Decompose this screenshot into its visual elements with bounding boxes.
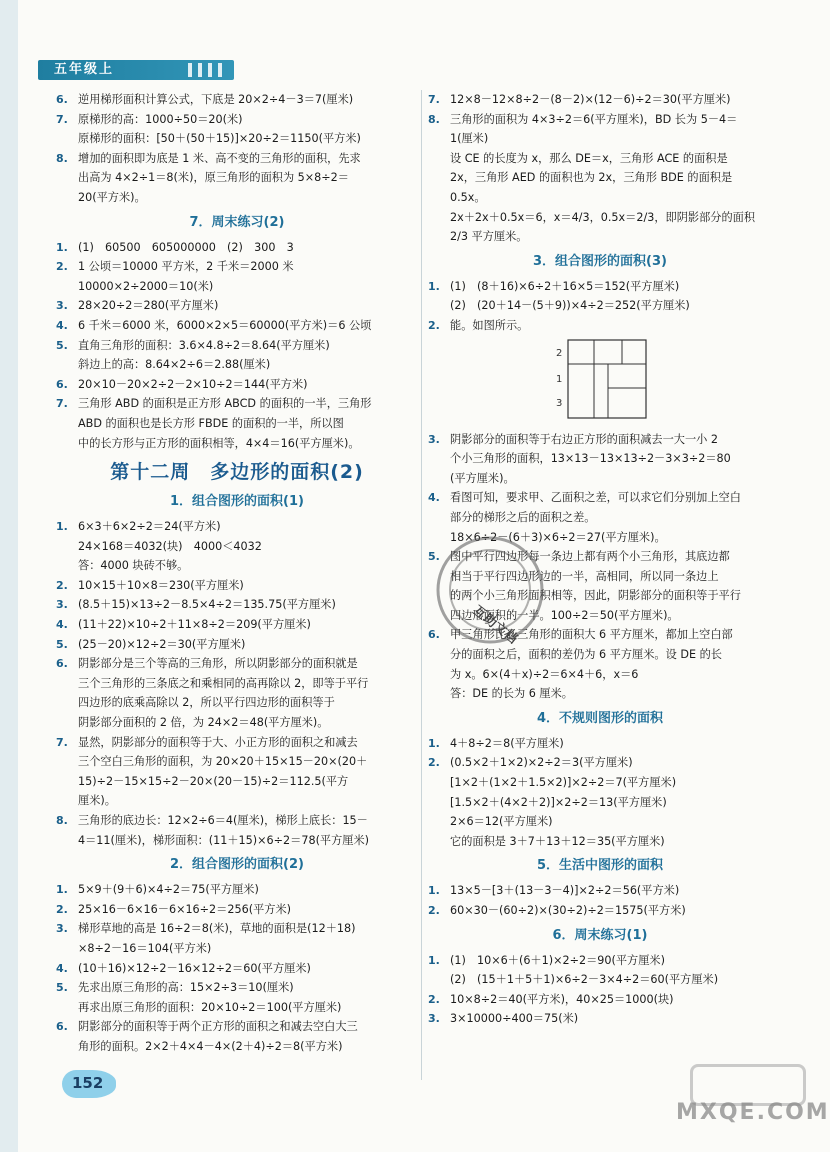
- item-line: 显然，阴影部分的面积等于大、小正方形的面积之和减去: [78, 735, 358, 749]
- item-line: 答：DE 的长为 6 厘米。: [450, 687, 573, 701]
- item-line: 1 公顷＝10000 平方米，2 千米＝2000 米: [78, 260, 294, 274]
- item-line: 10×8÷2＝40(平方米)，40×25＝1000(块): [450, 992, 674, 1006]
- item-line: 它的面积是 3＋7＋13＋12＝35(平方厘米): [450, 834, 665, 848]
- answer-item: [56, 336, 418, 375]
- section-title-weekend-1: 6．周末练习(1): [552, 927, 648, 943]
- item-line: 能。如图所示。: [450, 318, 529, 332]
- answer-item: [56, 959, 418, 979]
- item-line: 答：4000 块砖不够。: [78, 559, 189, 573]
- item-line: (0.5×2＋1×2)×2÷2＝3(平方厘米): [450, 756, 633, 770]
- item-number: 3.: [56, 598, 68, 612]
- item-number: 2.: [428, 756, 440, 770]
- item-number: 4.: [428, 491, 440, 505]
- answer-item: [56, 90, 418, 110]
- item-line: 0.5x。: [450, 190, 486, 204]
- section-title-combo-2: 2．组合图形的面积(2): [170, 857, 304, 873]
- items-weekend-1: [428, 951, 772, 1029]
- items-combo-1: [56, 517, 418, 850]
- answer-item: [428, 901, 772, 921]
- item-number: 6.: [428, 628, 440, 642]
- items-irregular: [428, 734, 772, 852]
- grade-header: [38, 60, 234, 80]
- answer-item: [56, 880, 418, 900]
- figure-label: 3: [556, 397, 563, 409]
- item-line: 阴影部分的面积等于右边正方形的面积减去一大一小 2: [450, 432, 718, 446]
- item-line: 6×3＋6×2÷2＝24(平方米): [78, 520, 221, 534]
- items-combo-3: [428, 277, 772, 336]
- item-line: 部分的梯形之后的面积之差。: [450, 510, 596, 524]
- page-edge-band: [0, 0, 18, 1152]
- item-line: 13×5－[3＋(13－3－4)]×2÷2＝56(平方米): [450, 884, 680, 898]
- answer-item: [56, 615, 418, 635]
- item-line: 三个空白三角形的面积，为 20×20＋15×15－20×(20＋: [78, 755, 368, 769]
- answer-item: [56, 296, 418, 316]
- item-line: 18×6÷2－(6＋3)×6÷2＝27(平方厘米)。: [450, 530, 666, 544]
- item-line: [1×2＋(1×2＋1.5×2)]×2÷2＝7(平方厘米): [450, 776, 677, 790]
- item-line: 三角形 ABD 的面积是正方形 ABCD 的面积的一半，三角形: [78, 397, 372, 411]
- items-top-right: [428, 90, 772, 247]
- item-number: 6.: [56, 657, 68, 671]
- item-line: 厘米)。: [78, 794, 116, 808]
- item-line: 24×168＝4032(块) 4000＜4032: [78, 539, 262, 553]
- item-number: 1.: [428, 279, 440, 293]
- item-number: 7.: [56, 735, 68, 749]
- item-number: 3.: [428, 1012, 440, 1026]
- item-line: 2×6＝12(平方厘米): [450, 815, 553, 829]
- item-number: 2.: [56, 578, 68, 592]
- item-line: 再求出原三角形的面积：20×10÷2＝100(平方厘米): [78, 1000, 342, 1014]
- figure-label: 1: [556, 373, 563, 385]
- answer-item: [428, 951, 772, 990]
- page-number: 152: [72, 1074, 104, 1092]
- answer-item: [56, 978, 418, 1017]
- answer-item: [56, 595, 418, 615]
- answer-item: [56, 110, 418, 149]
- answer-item: [428, 990, 772, 1010]
- answer-item: [56, 1017, 418, 1056]
- item-number: 1.: [56, 883, 68, 897]
- item-line: 15)÷2－15×15÷2－20×(20－15)÷2＝112.5(平方: [78, 774, 349, 788]
- item-line: 增加的面积即为底是 1 米、高不变的三角形的面积，先求: [78, 151, 361, 165]
- item-number: 8.: [56, 151, 68, 165]
- item-number: 1.: [428, 884, 440, 898]
- item-number: 4.: [56, 618, 68, 632]
- item-number: 1.: [56, 240, 68, 254]
- header-stripe: [208, 63, 212, 77]
- item-line: 28×20÷2＝280(平方厘米): [78, 299, 219, 313]
- item-line: 四边形面积的一半。100÷2＝50(平方厘米)。: [450, 608, 679, 622]
- item-number: 3.: [56, 922, 68, 936]
- item-number: 7.: [428, 93, 440, 106]
- section-title-combo-3: 3．组合图形的面积(3): [533, 253, 667, 269]
- item-number: 5.: [428, 550, 440, 564]
- item-line: 梯形草地的高是 16÷2＝8(米)，草地的面积是(12＋18): [78, 922, 356, 936]
- item-number: 6.: [56, 377, 68, 391]
- outer-square: [568, 340, 646, 418]
- item-line: 6 千米＝6000 米，6000×2×5＝60000(平方米)＝6 公顷: [78, 318, 372, 332]
- answer-item: [428, 881, 772, 901]
- item-number: 6.: [56, 1020, 68, 1034]
- item-line: 先求出原三角形的高：15×2÷3＝10(厘米): [78, 981, 294, 995]
- item-number: 4.: [56, 318, 68, 332]
- figure-label: 2: [556, 347, 563, 359]
- item-number: 2.: [428, 992, 440, 1006]
- item-line: 3×10000÷400＝75(米): [450, 1012, 579, 1026]
- item-line: 图中平行四边形每一条边上都有两个小三角形，其底边都: [450, 550, 730, 564]
- answer-item: [428, 90, 772, 110]
- header-stripe: [218, 63, 222, 77]
- section-title-weekend-2: 7．周末练习(2): [189, 214, 285, 230]
- item-number: 2.: [56, 902, 68, 916]
- item-line: [1.5×2＋(4×2＋2)]×2÷2＝13(平方厘米): [450, 795, 667, 809]
- item-number: 3.: [428, 432, 440, 446]
- answer-item: [56, 316, 418, 336]
- watermark-text: MXQE.COM: [676, 1100, 830, 1125]
- section-title-irregular: 4．不规则图形的面积: [536, 710, 664, 726]
- page-number-badge: [62, 1070, 116, 1098]
- item-line: 2x，三角形 AED 的面积也为 2x，三角形 BDE 的面积是: [450, 171, 733, 185]
- item-line: 20(平方米)。: [78, 190, 146, 204]
- item-line: (1) 60500 605000000 (2) 300 3: [78, 240, 294, 254]
- items-combo-2: [56, 880, 418, 1056]
- item-line: 三角形的面积为 4×3÷2＝6(平方厘米)，BD 长为 5－4＝: [450, 112, 738, 126]
- answer-item: [428, 316, 772, 336]
- item-line: 原梯形的高：1000÷50＝20(米): [78, 112, 243, 126]
- item-line: (8.5＋15)×13÷2－8.5×4÷2＝135.75(平方厘米): [78, 598, 336, 612]
- answer-item: [56, 257, 418, 296]
- item-line: (11＋22)×10÷2＋11×8÷2＝209(平方厘米): [78, 618, 311, 632]
- answer-item: [56, 238, 418, 258]
- item-number: 7.: [56, 112, 68, 126]
- item-line: ×8÷2－16＝104(平方米): [78, 941, 212, 955]
- item-line: 25×16－6×16－6×16÷2＝256(平方米): [78, 902, 291, 916]
- item-number: 8.: [56, 814, 68, 827]
- item-line: 相当于平行四边形边的一半，高相同，所以同一条边上: [450, 569, 719, 583]
- item-line: (平方厘米)。: [450, 471, 515, 485]
- item-line: 中的长方形与正方形的面积相等，4×4＝16(平方厘米)。: [78, 436, 360, 450]
- answer-item: [56, 149, 418, 208]
- item-line: 5×9＋(9＋6)×4÷2＝75(平方厘米): [78, 883, 259, 897]
- item-line: 出高为 4×2÷1＝8(米)，原三角形的面积为 5×8÷2＝: [78, 171, 349, 185]
- item-line: 阴影部分的面积等于两个正方形的面积之和减去空白大三: [78, 1020, 358, 1034]
- item-number: 5.: [56, 338, 68, 352]
- header-stripe: [188, 63, 192, 77]
- answer-item: [56, 576, 418, 596]
- item-line: 的两个小三角形面积相等，因此，阴影部分的面积等于平行: [450, 589, 741, 603]
- item-line: 个小三角形的面积，13×13－13×13÷2－3×3÷2＝80: [450, 452, 731, 466]
- item-line: ABD 的面积也是长方形 FBDE 的面积的一半，所以图: [78, 416, 344, 430]
- item-line: (25－20)×12÷2＝30(平方厘米): [78, 637, 246, 651]
- answer-item: [56, 375, 418, 395]
- item-number: 6.: [56, 93, 68, 106]
- answer-item: [56, 635, 418, 655]
- left-column: [56, 90, 418, 1057]
- item-line: 10000×2÷2000＝10(米): [78, 279, 214, 293]
- item-number: 2.: [56, 260, 68, 274]
- item-number: 1.: [56, 520, 68, 534]
- item-line: (10＋16)×12÷2－16×12÷2＝60(平方厘米): [78, 961, 311, 975]
- answer-item: [56, 733, 418, 811]
- item-line: 2x＋2x＋0.5x＝6，x＝4/3，0.5x＝2/3，即阴影部分的面积: [450, 210, 756, 224]
- answer-item: [428, 753, 772, 851]
- square-figure-svg: [538, 338, 658, 422]
- item-number: 5.: [56, 981, 68, 995]
- item-number: 8.: [428, 112, 440, 126]
- item-line: (2) (15＋1＋5＋1)×6÷2－3×4÷2＝60(平方厘米): [450, 973, 719, 987]
- answer-item: [56, 517, 418, 576]
- stamp-text: 互助文档: [469, 603, 520, 647]
- item-line: 2/3 平方厘米。: [450, 230, 528, 244]
- item-number: 2.: [428, 904, 440, 917]
- answer-item: [56, 900, 418, 920]
- item-line: (1) (8＋16)×6÷2＋16×5＝152(平方厘米): [450, 279, 680, 293]
- grade-title: 五年级上: [54, 62, 115, 77]
- item-number: 3.: [56, 299, 68, 313]
- week-title: 第十二周 多边形的面积(2): [110, 461, 364, 484]
- item-line: 设 CE 的长度为 x，那么 DE＝x，三角形 ACE 的面积是: [450, 151, 728, 165]
- item-line: 4＋8÷2＝8(平方厘米): [450, 736, 564, 750]
- stamp-seal: [420, 520, 560, 660]
- item-line: 四边形的底乘高除以 2，所以平行四边形的面积等于: [78, 696, 335, 710]
- answer-item: [428, 110, 772, 247]
- item-line: 看图可知，要求甲、乙面积之差，可以求它们分别加上空白: [450, 491, 741, 505]
- items-weekend-2: [56, 238, 418, 454]
- item-line: 直角三角形的面积：3.6×4.8÷2＝8.64(平方厘米): [78, 338, 330, 352]
- item-line: 10×15＋10×8＝230(平方厘米): [78, 578, 244, 592]
- item-line: 分的面积之后，面积的差仍为 6 平方厘米。设 DE 的长: [450, 648, 722, 662]
- answer-item: [428, 430, 772, 489]
- header-stripe: [198, 63, 202, 77]
- item-line: 20×10－20×2÷2－2×10÷2＝144(平方米): [78, 377, 308, 391]
- item-line: 三个三角形的三条底之和乘相同的高再除以 2，即等于平行: [78, 676, 369, 690]
- items-life: [428, 881, 772, 920]
- item-line: 角形的面积。2×2＋4×4－4×(2＋4)÷2＝8(平方米): [78, 1039, 343, 1053]
- item-line: 逆用梯形面积计算公式，下底是 20×2÷4－3＝7(厘米): [78, 93, 354, 106]
- answer-item: [428, 277, 772, 316]
- item-number: 2.: [428, 318, 440, 332]
- answer-item: [56, 811, 418, 850]
- section-title-combo-1: 1．组合图形的面积(1): [170, 494, 304, 510]
- item-number: 4.: [56, 961, 68, 975]
- item-number: 1.: [428, 953, 440, 967]
- items-top-left: [56, 90, 418, 208]
- item-line: 三角形的底边长：12×2÷6＝4(厘米)，梯形上底长：15－: [78, 814, 368, 827]
- item-line: 12×8－12×8÷2－(8－2)×(12－6)÷2＝30(平方厘米): [450, 93, 731, 106]
- answer-item: [428, 1009, 772, 1029]
- item-number: 7.: [56, 397, 68, 411]
- item-line: 甲三角形比乙三角形的面积大 6 平方厘米，都加上空白部: [450, 628, 733, 642]
- item-number: 1.: [428, 736, 440, 750]
- item-line: 4＝11(厘米)，梯形面积：(11＋15)×6÷2＝78(平方厘米): [78, 833, 370, 847]
- answer-item: [428, 734, 772, 754]
- answer-item: [56, 919, 418, 958]
- item-line: (2) (20＋14－(5＋9))×4÷2＝252(平方厘米): [450, 299, 690, 313]
- item-line: 阴影部分是三个等高的三角形，所以阴影部分的面积就是: [78, 657, 358, 671]
- item-line: 为 x。6×(4＋x)÷2＝6×4＋6，x＝6: [450, 667, 639, 681]
- item-number: 5.: [56, 637, 68, 651]
- item-line: 原梯形的面积：[50＋(50＋15)]×20÷2＝1150(平方米): [78, 132, 361, 146]
- item-line: 阴影部分面积的 2 倍，为 24×2＝48(平方厘米)。: [78, 716, 329, 730]
- item-line: (1) 10×6＋(6＋1)×2÷2＝90(平方厘米): [450, 953, 665, 967]
- answer-item: [56, 394, 418, 453]
- section-title-life: 5．生活中图形的面积: [536, 858, 664, 874]
- square-division-figure: [428, 338, 772, 424]
- item-line: 斜边上的高：8.64×2÷6＝2.88(厘米): [78, 358, 271, 372]
- item-line: 1(厘米): [450, 132, 489, 146]
- answer-item: [56, 654, 418, 732]
- item-line: 60×30－(60÷2)×(30÷2)÷2＝1575(平方米): [450, 904, 686, 917]
